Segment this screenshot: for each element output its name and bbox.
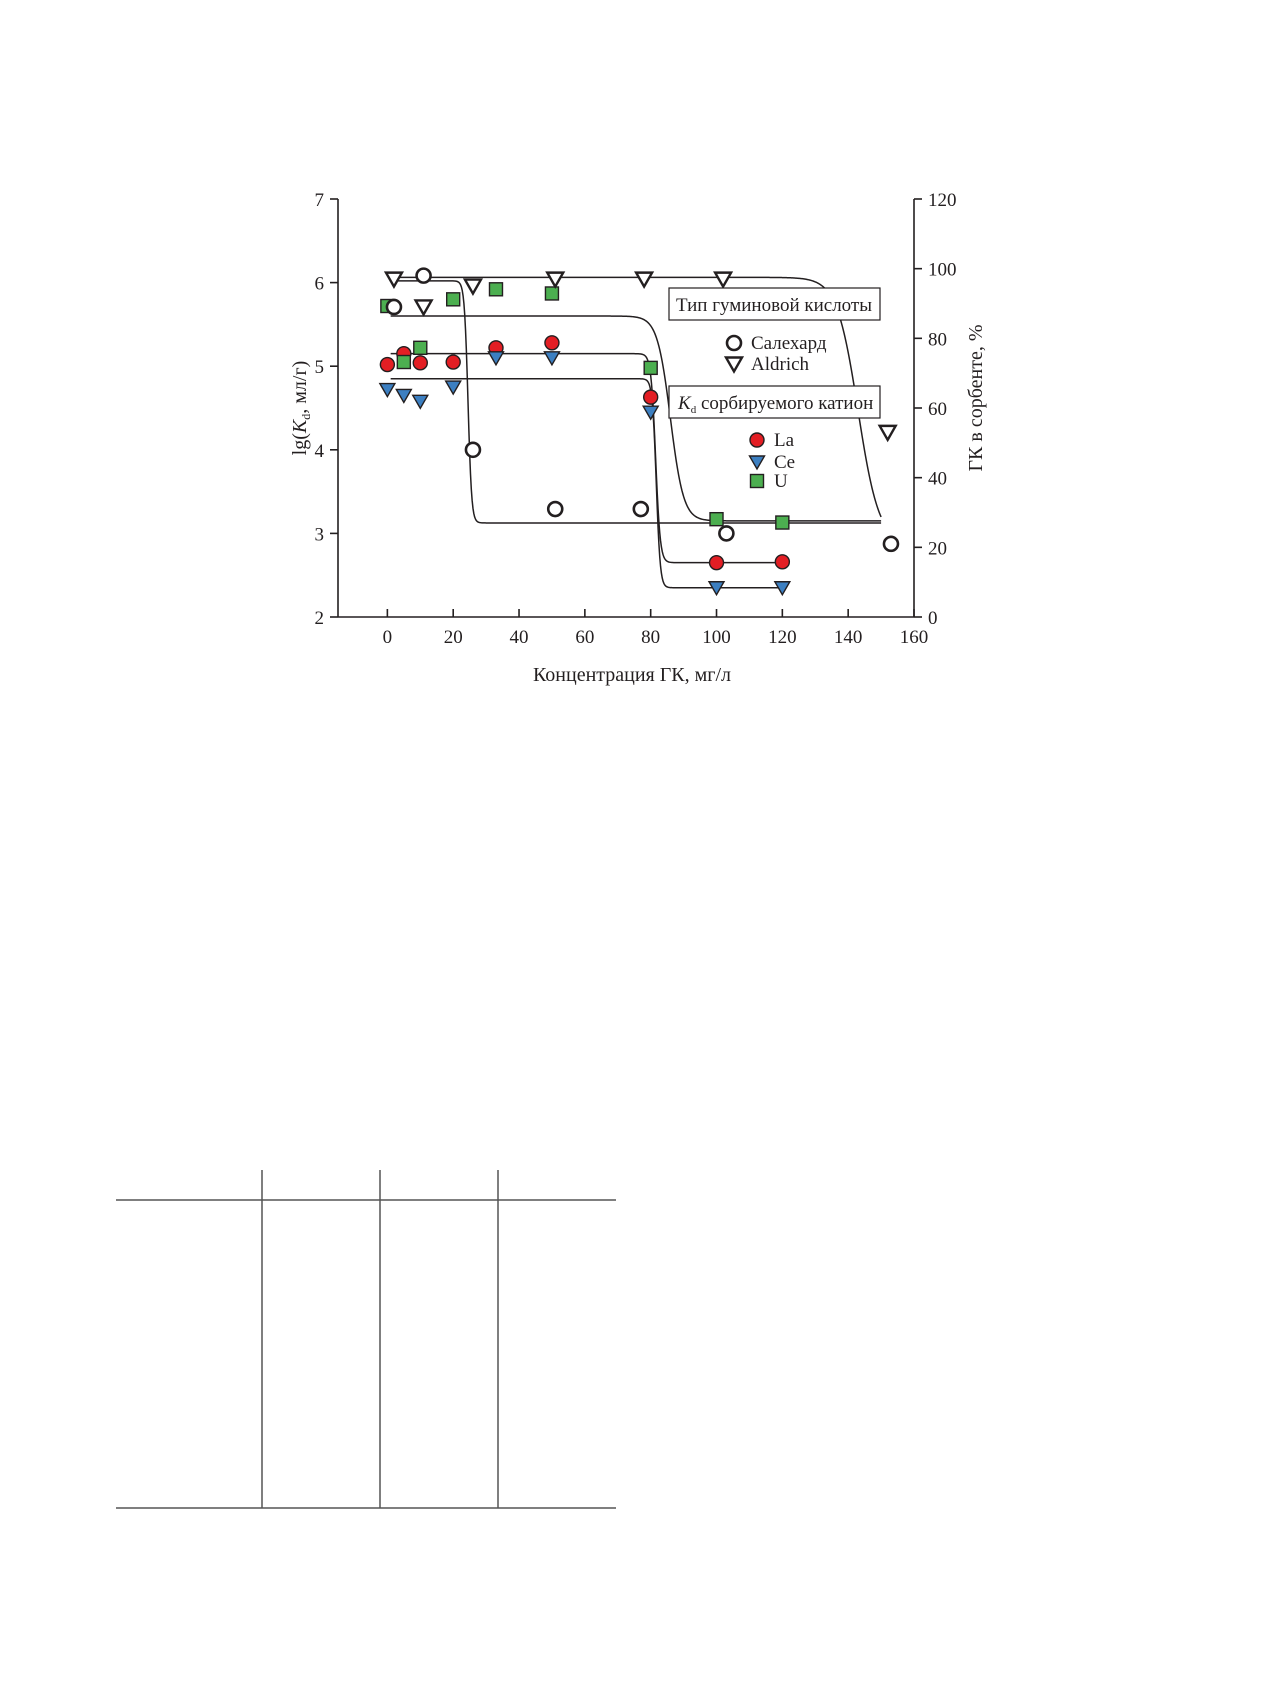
y-tick-label: 5: [314, 357, 324, 379]
point-la: [413, 356, 427, 370]
point-salekhard: [634, 502, 648, 516]
y-tick-label: 3: [314, 524, 324, 546]
point-la: [710, 556, 724, 570]
point-u: [545, 287, 558, 300]
x-tick-label: 140: [833, 627, 863, 648]
x-tick-label: 0: [382, 627, 393, 648]
fit-curves: [391, 277, 881, 587]
y2-tick-label: 40: [928, 468, 947, 490]
point-u: [397, 356, 410, 369]
y2-tick-label: 80: [928, 329, 947, 351]
point-la: [545, 336, 559, 350]
point-ce: [488, 352, 503, 365]
point-la: [775, 555, 789, 569]
x-tick-label: 80: [641, 627, 661, 648]
legend-label-u: U: [774, 471, 788, 492]
x-tick-label: 60: [575, 627, 595, 648]
legend-marker-ce: [750, 456, 765, 469]
y2-tick-label: 60: [928, 399, 947, 420]
y-tick-label: 7: [314, 190, 324, 211]
x-tick-label: 160: [899, 627, 929, 648]
y2-axis-label: ГК в сорбенте, %: [965, 324, 987, 472]
point-aldrich: [416, 300, 432, 314]
x-tick-label: 40: [509, 627, 529, 648]
empty-table-frame: [116, 1170, 616, 1508]
point-u: [447, 293, 460, 306]
point-aldrich: [465, 280, 481, 294]
y2-tick-label: 20: [928, 538, 947, 560]
x-tick-label: 120: [768, 627, 797, 648]
point-ce: [413, 395, 428, 408]
point-ce: [446, 381, 461, 394]
y2-tick-label: 120: [928, 190, 957, 211]
legend-marker-u: [751, 475, 764, 488]
legend-marker-la: [750, 433, 764, 447]
legend-title-humic-type: Тип гуминовой кислоты: [675, 295, 873, 316]
point-aldrich: [636, 273, 652, 287]
legend-marker-aldrich: [726, 358, 742, 372]
point-salekhard: [387, 300, 401, 314]
point-salekhard: [466, 443, 480, 457]
x-axis-label: Концентрация ГК, мг/л: [532, 664, 732, 686]
legend-label-la: La: [774, 430, 795, 451]
point-aldrich: [386, 273, 402, 287]
point-la: [380, 358, 394, 372]
point-la: [446, 355, 460, 369]
point-aldrich: [880, 426, 896, 440]
y-tick-label: 4: [314, 440, 324, 462]
point-u: [489, 283, 502, 296]
point-salekhard: [417, 269, 431, 283]
point-aldrich: [715, 273, 731, 287]
y-axis-label: $\lg(K_d$, мл/г): [289, 360, 313, 456]
point-ce: [380, 384, 395, 397]
point-salekhard: [548, 502, 562, 516]
legend-label-ce: Ce: [774, 452, 796, 473]
legend-label-aldrich: Aldrich: [751, 354, 810, 375]
point-ce: [544, 352, 559, 365]
y-tick-label: 2: [314, 608, 324, 629]
point-la: [644, 390, 658, 404]
point-u: [776, 516, 789, 529]
x-tick-label: 20: [443, 627, 463, 648]
point-u: [710, 513, 723, 526]
point-ce: [643, 406, 658, 419]
y-tick-label: 6: [314, 273, 324, 295]
point-aldrich: [547, 273, 563, 287]
point-ce: [396, 389, 411, 402]
chart-legend: [669, 288, 880, 492]
point-u: [644, 361, 657, 374]
y2-tick-label: 0: [928, 608, 938, 629]
chart-axes: [315, 190, 957, 648]
point-salekhard: [719, 526, 733, 540]
point-u: [414, 341, 427, 354]
legend-marker-salekhard: [727, 336, 741, 350]
x-tick-label: 100: [702, 627, 731, 648]
legend-title-kd-cation: $K_d$ сорбируемого катион: [678, 393, 874, 416]
y2-tick-label: 100: [928, 259, 957, 281]
legend-label-salekhard: Салехард: [751, 333, 827, 354]
point-salekhard: [884, 537, 898, 551]
